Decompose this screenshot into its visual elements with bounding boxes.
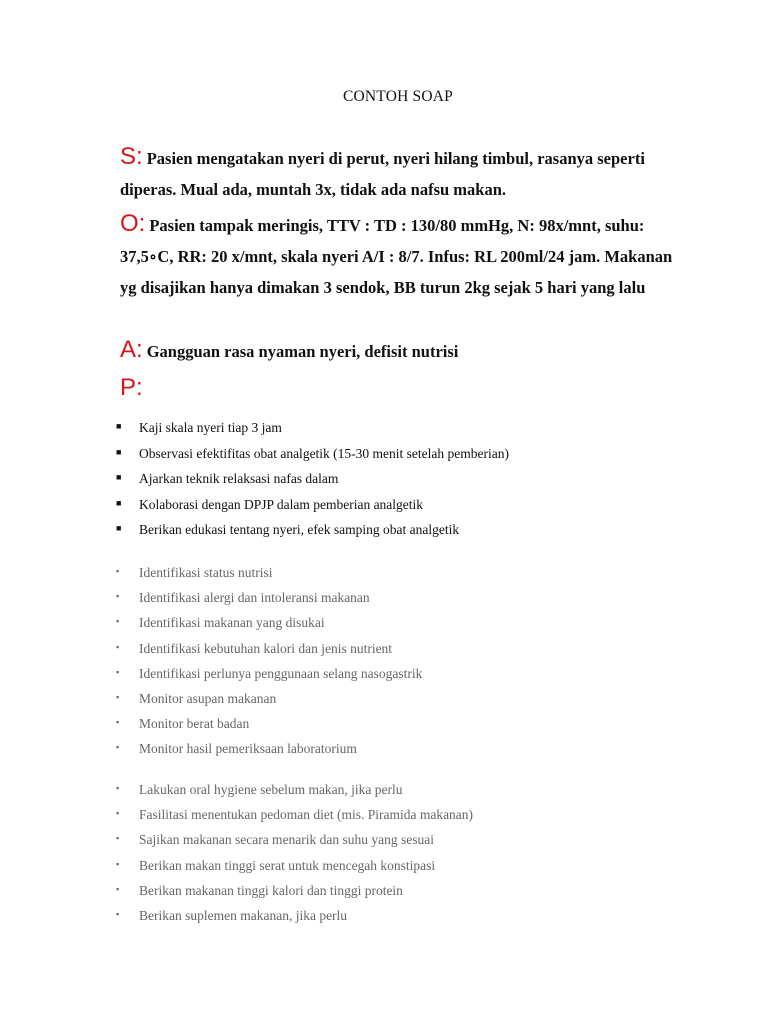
objective-text: Pasien tampak meringis, TTV : TD : 130/80 mmHg, N: 98x/mnt, suhu: 37,5∘C, RR: 20 x/mnt, skala nyeri A/I : 8/7. Infus: RL 200ml/24 jam. Makanan yg disajikan hanya dimakan 3 sendok, BB turun 2kg sejak 5 hari yang lalu xyxy=(120,216,673,297)
subjective-section xyxy=(120,141,680,205)
list-item: ▪ Sajikan makanan secara menarik dan suhu yang sesuai xyxy=(116,832,435,848)
assessment-letter: A: xyxy=(120,336,143,363)
bullet-icon: ▪ xyxy=(116,858,120,869)
list-item: ▪ Identifikasi perlunya penggunaan selang nasogastrik xyxy=(116,665,423,681)
list-item: ▪ Monitor hasil pemeriksaan laboratorium xyxy=(116,741,357,757)
list-item: ▪ Berikan makanan tinggi kalori dan tinggi protein xyxy=(116,882,403,898)
plan-terapeutik-nutrisi-list xyxy=(116,782,473,933)
list-item: ■ Berikan edukasi tentang nyeri, efek samping obat analgetik xyxy=(116,522,460,537)
list-item: ▪ Berikan suplemen makanan, jika perlu xyxy=(116,907,348,923)
list-item: ▪ Identifikasi status nutrisi xyxy=(116,565,273,580)
bullet-icon: ▪ xyxy=(116,833,120,844)
bullet-icon: ▪ xyxy=(116,566,120,576)
assessment-text: Gangguan rasa nyaman nyeri, defisit nutrisi xyxy=(146,342,459,361)
bullet-icon: ▪ xyxy=(116,783,120,793)
plan-observasi-nutrisi-list xyxy=(116,565,422,767)
list-item: ▪ Berikan makan tinggi serat untuk mencegah konstipasi xyxy=(116,857,436,873)
bullet-icon: ■ xyxy=(116,421,122,431)
list-item: ▪ Monitor asupan makanan xyxy=(116,690,277,706)
list-item: ▪ Identifikasi makanan yang disukai xyxy=(116,615,325,631)
bullet-icon: ■ xyxy=(116,472,122,482)
subjective-text: Pasien mengatakan nyeri di perut, nyeri hilang timbul, rasanya seperti diperas. Mual ada, muntah 3x, tidak ada nafsu makan. xyxy=(120,149,645,199)
bullet-icon: ▪ xyxy=(116,808,120,819)
list-item: ■ Observasi efektifitas obat analgetik (15-30 menit setelah pemberian) xyxy=(116,445,509,461)
bullet-icon: ▪ xyxy=(116,691,120,702)
bullet-icon: ▪ xyxy=(116,908,120,919)
plan-section xyxy=(120,374,680,402)
list-item: ■ Kolaborasi dengan DPJP dalam pemberian analgetik xyxy=(116,496,424,512)
bullet-icon: ▪ xyxy=(116,616,120,627)
list-item: ▪ Identifikasi kebutuhan kalori dan jenis nutrient xyxy=(116,640,393,656)
plan-letter: P: xyxy=(120,374,143,401)
bullet-icon: ■ xyxy=(116,497,122,508)
plan-nyeri-list xyxy=(116,420,509,548)
subjective-letter: S: xyxy=(120,143,143,170)
list-item: ■ Ajarkan teknik relaksasi nafas dalam xyxy=(116,471,339,486)
bullet-icon: ▪ xyxy=(116,742,120,753)
list-item: ▪ Fasilitasi menentukan pedoman diet (mis. Piramida makanan) xyxy=(116,807,474,823)
bullet-icon: ▪ xyxy=(116,666,120,677)
list-item: ■ Kaji skala nyeri tiap 3 jam xyxy=(116,420,282,435)
list-item: ▪ Lakukan oral hygiene sebelum makan, jika perlu xyxy=(116,782,403,797)
bullet-icon: ■ xyxy=(116,523,122,533)
objective-section xyxy=(120,208,680,303)
list-item: ▪ Identifikasi alergi dan intoleransi makanan xyxy=(116,590,370,606)
bullet-icon: ▪ xyxy=(116,883,120,894)
assessment-section xyxy=(120,334,680,367)
page-title: CONTOH SOAP xyxy=(342,88,453,105)
objective-letter: O: xyxy=(120,210,146,237)
list-item: ▪ Monitor berat badan xyxy=(116,716,250,732)
bullet-icon: ▪ xyxy=(116,717,120,728)
bullet-icon: ▪ xyxy=(116,591,120,602)
bullet-icon: ▪ xyxy=(116,641,120,652)
bullet-icon: ■ xyxy=(116,446,122,457)
